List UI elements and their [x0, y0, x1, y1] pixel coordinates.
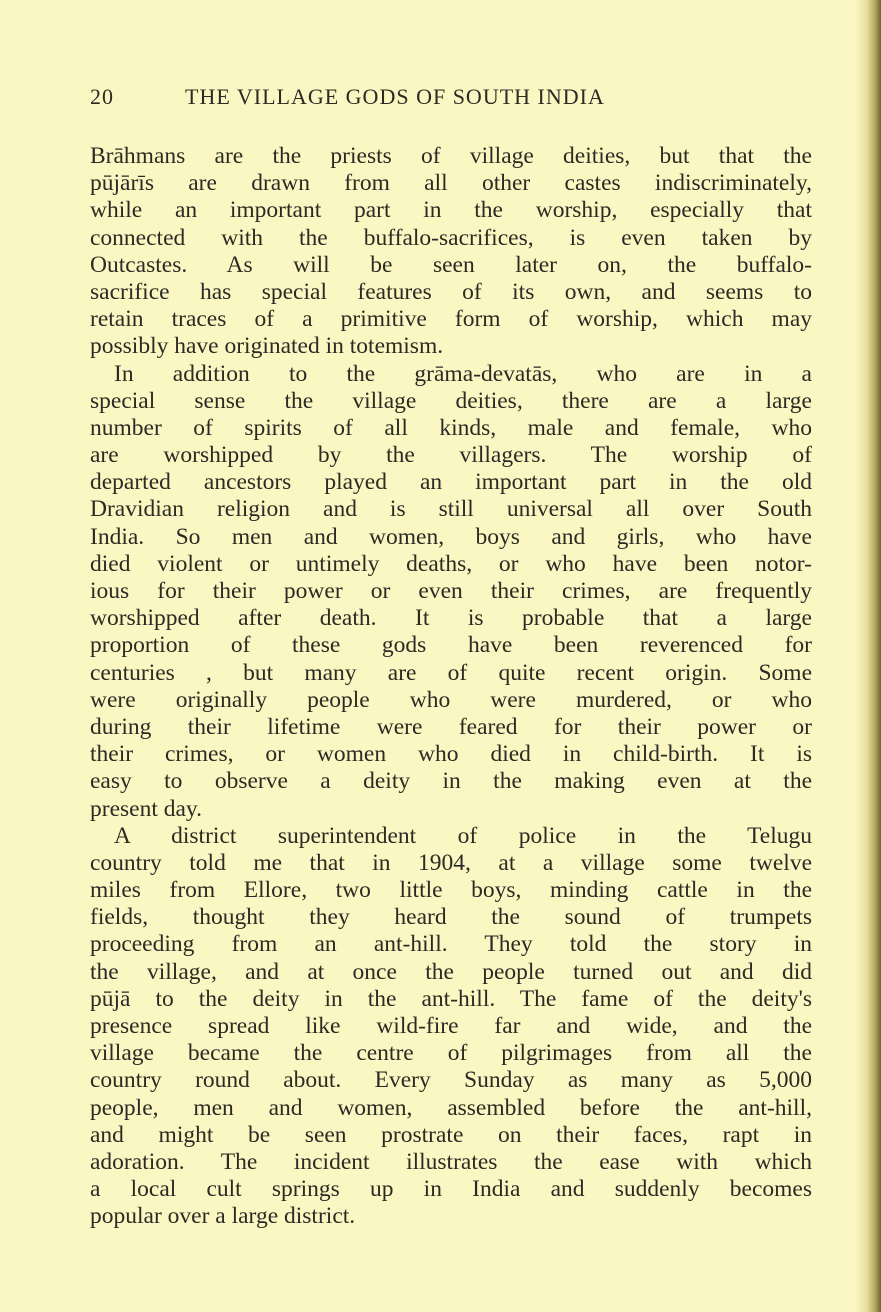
- text-line: Brāhmans are the priests of village deities, but that the: [90, 143, 812, 169]
- text-line: died violent or untimely deaths, or who have been notor-: [90, 550, 812, 577]
- text-line: In addition to the grāma-devatās, who are in a: [114, 360, 812, 387]
- running-header: [90, 84, 812, 114]
- text-line: during their lifetime were feared for their power or: [90, 713, 812, 740]
- text-line: number of spirits of all kinds, male and female, who: [90, 414, 812, 441]
- text-line: while an important part in the worship, especially that: [90, 197, 812, 224]
- text-line: sacrifice has special features of its own, and seems to: [90, 278, 812, 305]
- text-line: country round about. Every Sunday as many as 5,000: [90, 1067, 812, 1094]
- text-line: special sense the village deities, there are a large: [90, 387, 812, 414]
- text-line: worshipped after death. It is probable that a large: [90, 605, 812, 632]
- text-line: a local cult springs up in India and suddenly becomes: [90, 1176, 812, 1203]
- paragraph: [90, 361, 812, 823]
- text-line: fields, thought they heard the sound of trumpets: [90, 904, 812, 931]
- text-line: the village, and at once the people turned out and did: [90, 958, 812, 985]
- text-line: centuries , but many are of quite recent origin. Some: [90, 659, 812, 686]
- text-line: departed ancestors played an important part in the old: [90, 469, 812, 496]
- text-line: Dravidian religion and is still universal all over South: [90, 496, 812, 523]
- text-line: their crimes, or women who died in child-birth. It is: [90, 741, 812, 768]
- text-line: popular over a large district.: [90, 1203, 356, 1230]
- text-line: Outcastes. As will be seen later on, the buffalo-: [90, 251, 812, 278]
- page-number: 20: [90, 84, 114, 109]
- paragraph: [90, 823, 812, 1231]
- text-line: presence spread like wild-fire far and wide, and the: [90, 1013, 812, 1039]
- text-line: India. So men and women, boys and girls, who have: [90, 523, 812, 550]
- text-line: A district superintendent of police in the Telugu: [114, 822, 812, 849]
- body-text: [90, 143, 812, 1231]
- text-line: were originally people who were murdered, or who: [90, 686, 812, 713]
- text-line: miles from Ellore, two little boys, minding cattle in the: [90, 877, 812, 904]
- text-line: pūjārīs are drawn from all other castes indiscriminately,: [90, 170, 812, 197]
- text-line: proportion of these gods have been reverenced for: [90, 632, 812, 659]
- text-line: easy to observe a deity in the making even at the: [90, 768, 812, 795]
- text-line: present day.: [90, 795, 203, 822]
- text-line: retain traces of a primitive form of worship, which may: [90, 306, 812, 333]
- text-line: possibly have originated in totemism.: [90, 333, 444, 360]
- paragraph: [90, 143, 812, 361]
- text-line: proceeding from an ant-hill. They told the story in: [90, 931, 812, 958]
- text-line: village became the centre of pilgrimages from all the: [90, 1040, 812, 1067]
- text-line: ious for their power or even their crimes, are frequently: [90, 578, 812, 604]
- text-line: pūjā to the deity in the ant-hill. The fame of the deity's: [90, 985, 812, 1012]
- text-line: are worshipped by the villagers. The worship of: [90, 442, 812, 469]
- page-edge-shadow: [855, 0, 881, 1312]
- running-title: THE VILLAGE GODS OF SOUTH INDIA: [185, 84, 605, 109]
- text-line: people, men and women, assembled before the ant-hill,: [90, 1094, 812, 1121]
- text-line: country told me that in 1904, at a village some twelve: [90, 849, 812, 876]
- text-line: adoration. The incident illustrates the ease with which: [90, 1148, 812, 1175]
- text-line: connected with the buffalo-sacrifices, is even taken by: [90, 224, 812, 251]
- text-line: and might be seen prostrate on their faces, rapt in: [90, 1121, 812, 1148]
